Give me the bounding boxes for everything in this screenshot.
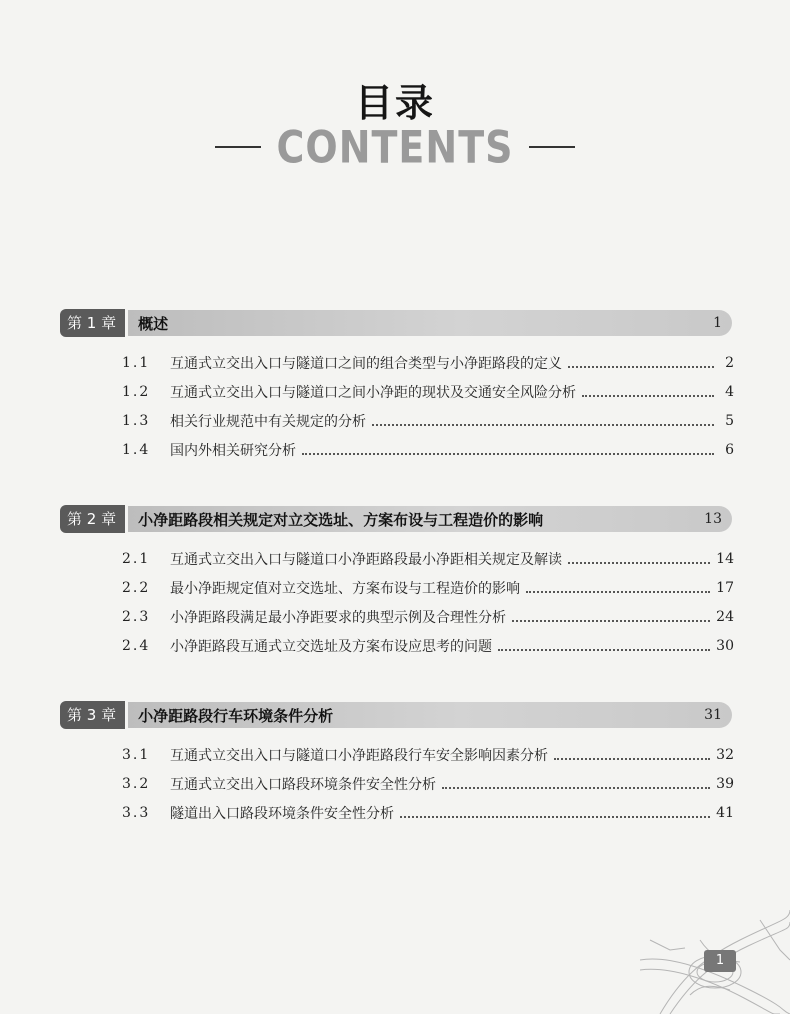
chapter-page: 31 — [704, 707, 722, 723]
entry-title: 国内外相关研究分析 — [170, 443, 296, 459]
toc-entry-3-1[interactable] — [122, 743, 734, 767]
entry-title: 互通式立交出入口路段环境条件安全性分析 — [170, 777, 436, 793]
chapter-page: 1 — [713, 315, 722, 331]
entry-title: 最小净距规定值对立交选址、方案布设与工程造价的影响 — [170, 581, 520, 597]
entry-page: 6 — [725, 442, 734, 458]
toc-entry-2-1[interactable] — [122, 547, 734, 571]
dot-leader — [302, 453, 714, 455]
toc-entry-3-3[interactable] — [122, 801, 734, 825]
entry-page: 17 — [716, 580, 734, 596]
chapter-bar — [128, 310, 732, 336]
toc-entry-1-3[interactable] — [122, 409, 734, 433]
chapter-label: 第 1 章 — [60, 309, 125, 337]
entry-title: 互通式立交出入口与隧道口小净距路段行车安全影响因素分析 — [170, 748, 548, 764]
entry-page: 24 — [716, 609, 734, 625]
entry-title: 小净距路段互通式立交选址及方案布设应思考的问题 — [170, 639, 492, 655]
entry-number: 2.4 — [122, 638, 151, 654]
chapter-label: 第 2 章 — [60, 505, 125, 533]
entry-number: 1.4 — [122, 442, 151, 458]
entry-number: 3.3 — [122, 805, 151, 821]
entry-number: 1.2 — [122, 384, 151, 400]
chapter-title: 小净距路段行车环境条件分析 — [138, 706, 334, 725]
entry-page: 39 — [716, 776, 734, 792]
toc-entry-2-2[interactable] — [122, 576, 734, 600]
toc-entry-2-3[interactable] — [122, 605, 734, 629]
dot-leader — [400, 816, 710, 818]
entry-number: 1.3 — [122, 413, 151, 429]
entry-number: 1.1 — [122, 355, 151, 371]
toc-entry-1-4[interactable] — [122, 438, 734, 462]
entry-page: 2 — [725, 355, 734, 371]
entry-number: 2.1 — [122, 551, 151, 567]
chapter-2-heading[interactable] — [60, 505, 732, 533]
entry-title: 隧道出入口路段环境条件安全性分析 — [170, 806, 394, 822]
toc-entry-1-2[interactable] — [122, 380, 734, 404]
entry-number: 3.2 — [122, 776, 151, 792]
entry-page: 14 — [716, 551, 734, 567]
page-title: 目录 — [354, 81, 435, 125]
chapter-title: 概述 — [138, 314, 169, 333]
dot-leader — [512, 620, 710, 622]
dot-leader — [568, 562, 710, 564]
chapter-label: 第 3 章 — [60, 701, 125, 729]
entry-page: 30 — [716, 638, 734, 654]
dot-leader — [568, 366, 714, 368]
chapter-3-heading[interactable] — [60, 701, 732, 729]
chapter-title: 小净距路段相关规定对立交选址、方案布设与工程造价的影响 — [138, 510, 544, 529]
chapter-bar — [128, 702, 732, 728]
subtitle-rule-left — [215, 146, 261, 148]
entry-page: 5 — [725, 413, 734, 429]
entry-number: 3.1 — [122, 747, 151, 763]
toc-entry-3-2[interactable] — [122, 772, 734, 796]
page-number-badge: 1 — [704, 950, 736, 972]
entry-title: 互通式立交出入口与隧道口小净距路段最小净距相关规定及解读 — [170, 552, 562, 568]
entry-number: 2.3 — [122, 609, 151, 625]
chapter-bar — [128, 506, 732, 532]
entry-title: 互通式立交出入口与隧道口之间的组合类型与小净距路段的定义 — [170, 356, 562, 372]
entry-title: 小净距路段满足最小净距要求的典型示例及合理性分析 — [170, 610, 506, 626]
entry-number: 2.2 — [122, 580, 151, 596]
entry-page: 32 — [716, 747, 734, 763]
toc-entry-2-4[interactable] — [122, 634, 734, 658]
entry-title: 互通式立交出入口与隧道口之间小净距的现状及交通安全风险分析 — [170, 385, 576, 401]
dot-leader — [442, 787, 710, 789]
dot-leader — [582, 395, 714, 397]
dot-leader — [372, 424, 714, 426]
chapter-page: 13 — [704, 511, 722, 527]
dot-leader — [554, 758, 710, 760]
chapter-1-heading[interactable] — [60, 309, 732, 337]
dot-leader — [526, 591, 710, 593]
entry-title: 相关行业规范中有关规定的分析 — [170, 414, 366, 430]
entry-page: 41 — [716, 805, 734, 821]
subtitle-row — [0, 122, 790, 172]
page-subtitle: CONTENTS — [276, 121, 514, 173]
entry-page: 4 — [725, 384, 734, 400]
dot-leader — [498, 649, 710, 651]
toc-entry-1-1[interactable] — [122, 351, 734, 375]
subtitle-rule-right — [529, 146, 575, 148]
